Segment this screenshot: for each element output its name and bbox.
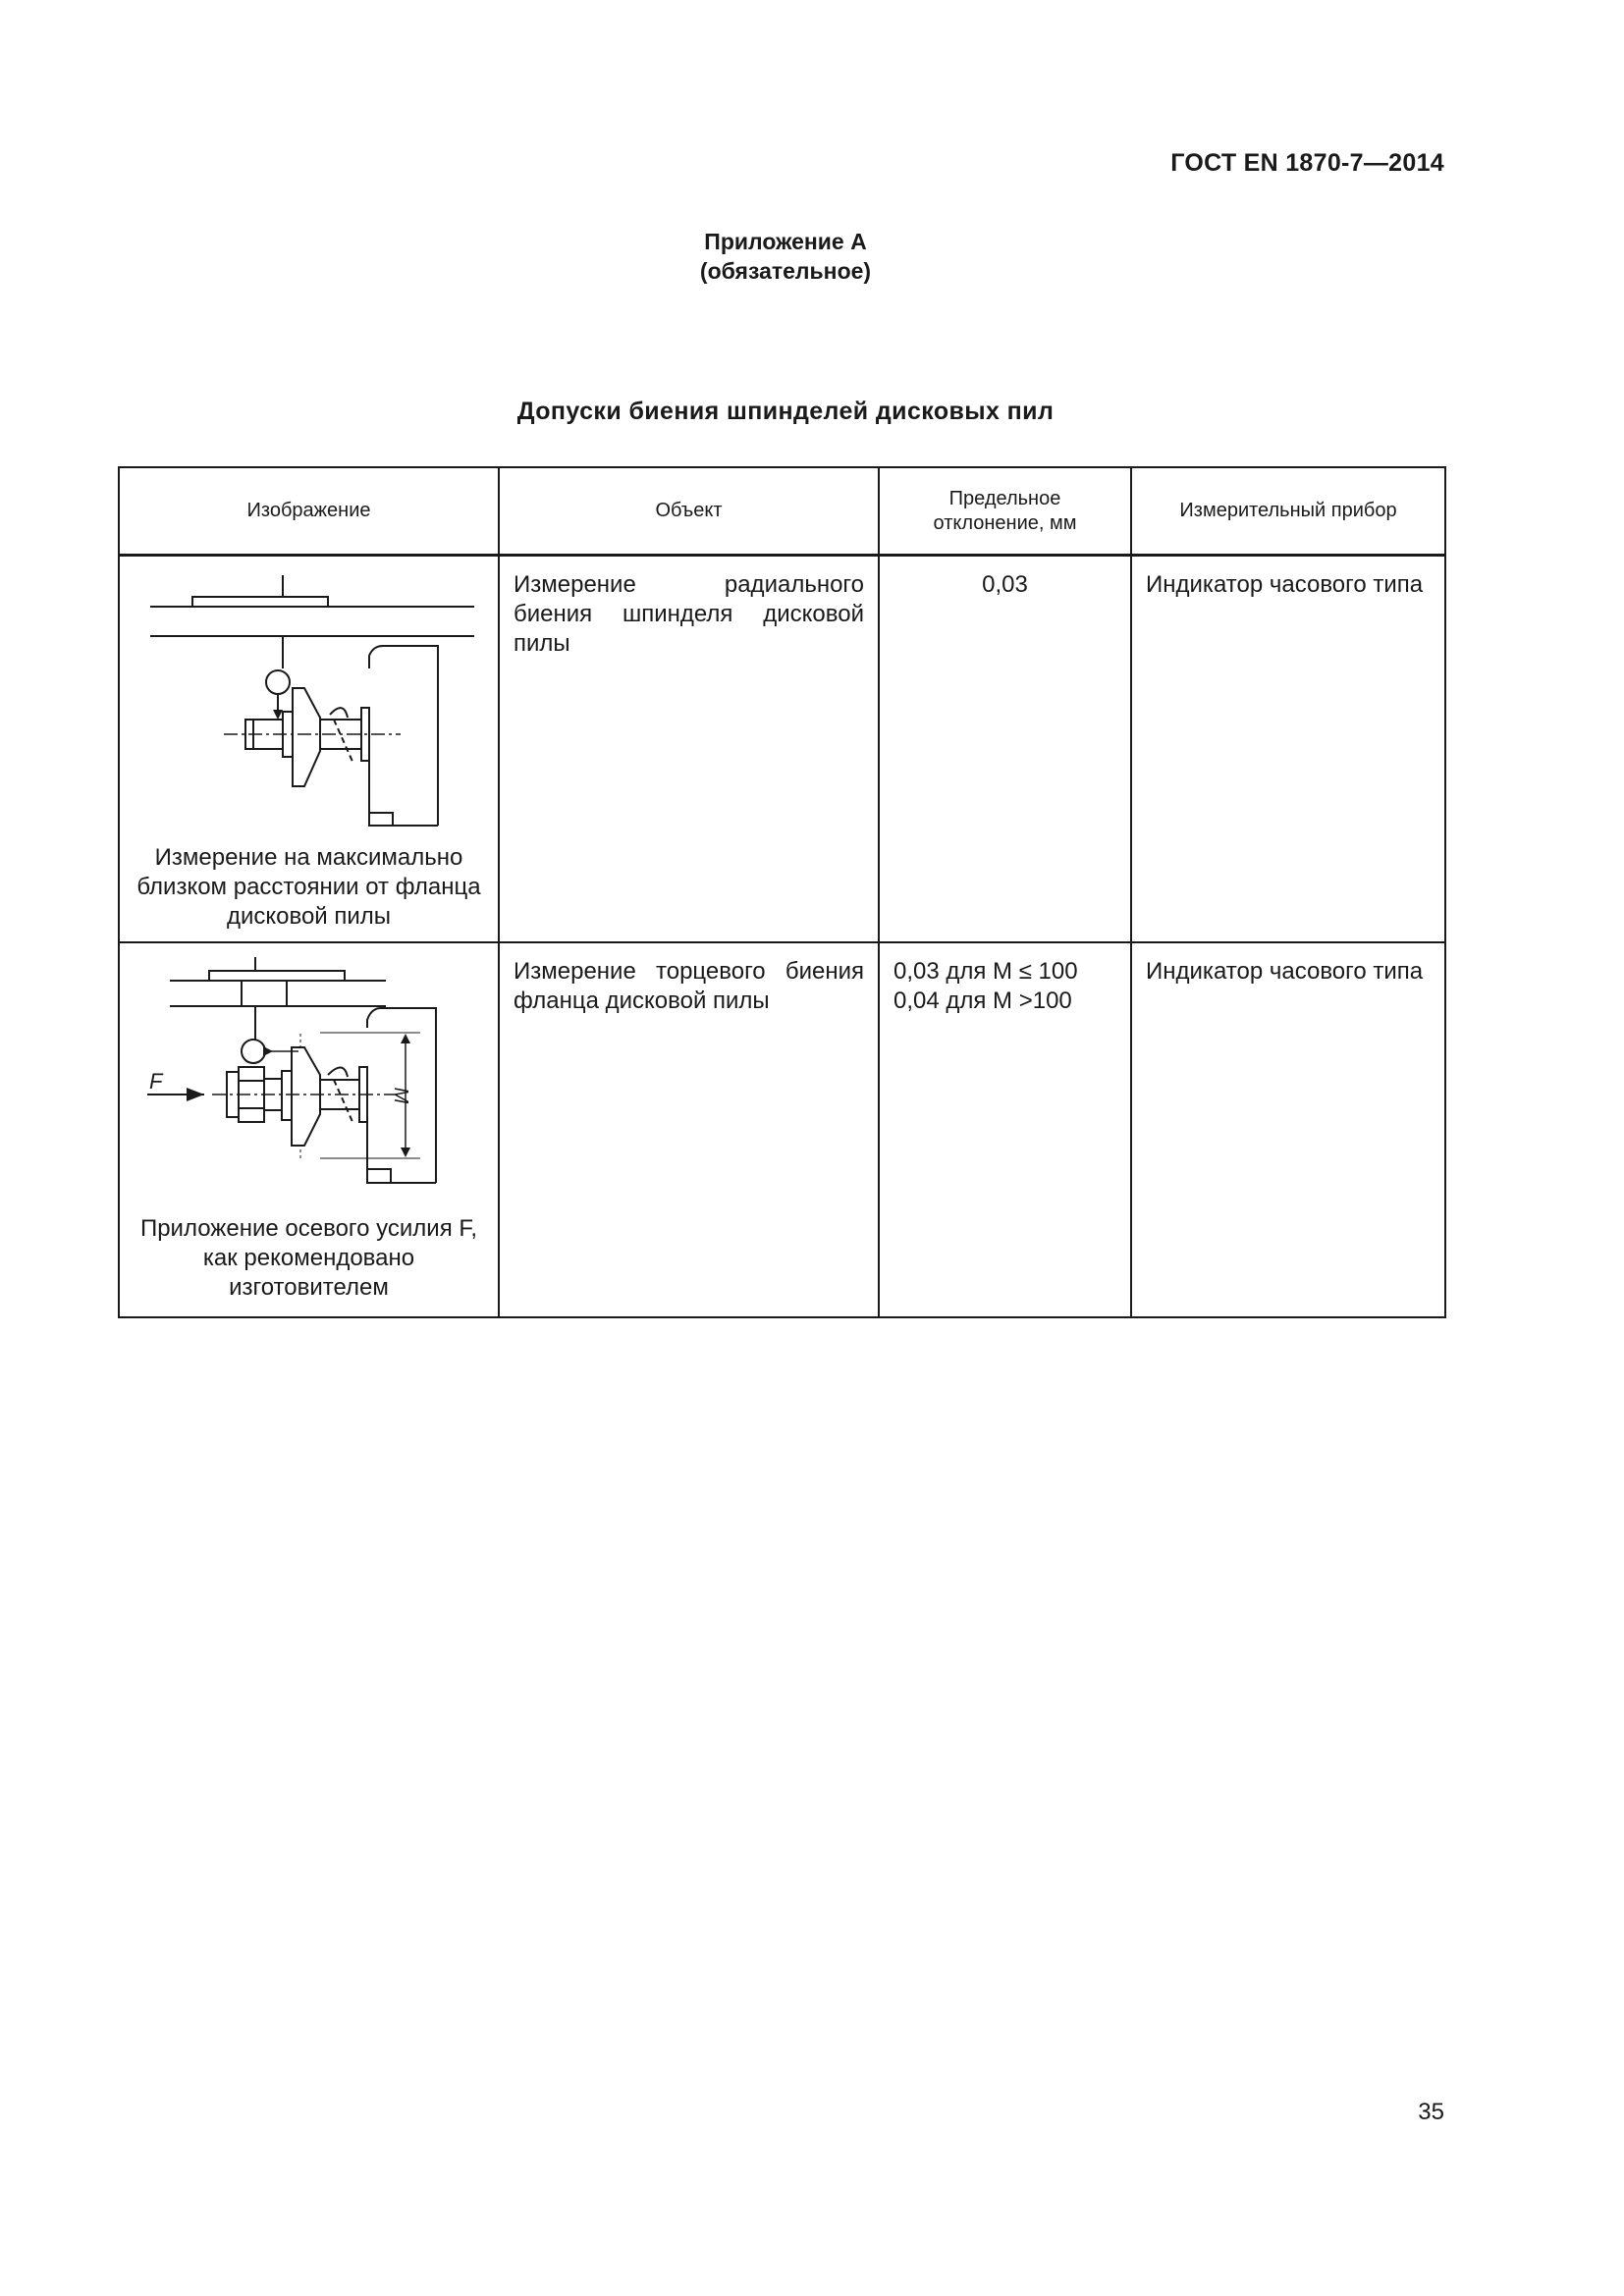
annex-title: Приложение А	[704, 229, 867, 254]
object-text: Измерение радиального биения шпинделя дисковой пилы	[514, 571, 864, 657]
radial-runout-figure	[126, 562, 493, 843]
object-cell	[499, 556, 879, 943]
annex-heading	[0, 227, 1571, 286]
axial-runout-figure	[126, 949, 493, 1214]
column-header-instrument: Измерительный прибор	[1131, 467, 1445, 556]
table-row	[119, 556, 1445, 943]
tolerance-table	[118, 466, 1446, 1318]
standard-code: ГОСТ EN 1870-7—2014	[1170, 149, 1444, 177]
table-header-row	[119, 467, 1445, 556]
instrument-cell	[1131, 556, 1445, 943]
instrument-text: Индикатор часового типа	[1146, 958, 1424, 985]
tolerance-cell	[879, 942, 1131, 1317]
column-header-tolerance: Предельное отклонение, мм	[879, 467, 1131, 556]
tolerance-value: 0,03	[982, 571, 1028, 598]
tolerance-value: 0,04 для M >100	[893, 988, 1072, 1014]
figure-cell	[119, 556, 499, 943]
instrument-cell	[1131, 942, 1445, 1317]
instrument-text: Индикатор часового типа	[1146, 571, 1424, 598]
figure-caption: Измерение на максимально близком расстоянии от фланца дисковой пилы	[136, 844, 481, 930]
page-number: 35	[1418, 2099, 1444, 2125]
column-header-image: Изображение	[119, 467, 499, 556]
figure-cell	[119, 942, 499, 1317]
table-title: Допуски биения шпинделей дисковых пил	[516, 398, 1055, 425]
dimension-m-label: M	[390, 1087, 411, 1104]
column-header-object: Объект	[499, 467, 879, 556]
tolerance-cell	[879, 556, 1131, 943]
force-label: F	[149, 1069, 163, 1094]
tolerance-value: 0,03 для M ≤ 100	[893, 958, 1078, 985]
object-text: Измерение торцевого биения фланца дисковой пилы	[514, 958, 864, 1014]
figure-caption: Приложение осевого усилия F, как рекомендовано изготовителем	[139, 1215, 478, 1301]
table-row	[119, 942, 1445, 1317]
object-cell	[499, 942, 879, 1317]
annex-status: (обязательное)	[699, 258, 872, 284]
